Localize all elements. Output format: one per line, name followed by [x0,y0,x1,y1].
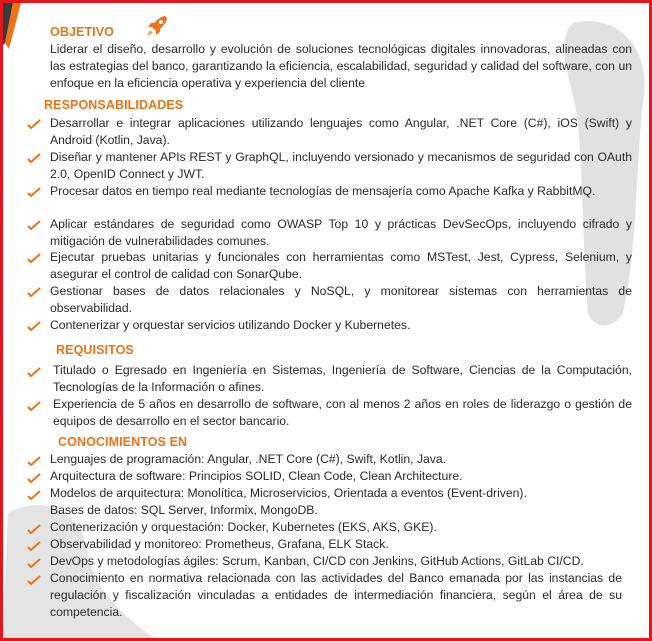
list-item: Titulado o Egresado en Ingeniería en Sistemas, Ingeniería de Software, Ciencias de la Computación, Tecnologías de la Información o afines. [53,363,632,394]
list-item: Contenerización y orquestación: Docker, Kubernetes (EKS, AKS, GKE). [50,520,437,534]
check-icon [27,287,41,297]
check-icon [27,253,41,263]
check-icon [27,321,41,331]
objetivo-heading: OBJETIVO [50,25,115,39]
check-icon [27,187,41,197]
list-item: Arquitectura de software: Principios SOLID, Clean Code, Clean Architecture. [50,469,463,483]
list-item: Contenerizar y orquestar servicios utilizando Docker y Kubernetes. [50,318,411,332]
check-icon [27,119,41,129]
list-item: Observabilidad y monitoreo: Prometheus, Grafana, ELK Stack. [50,537,389,551]
check-icon [27,558,41,568]
list-item: Conocimiento en normativa relacionada con las actividades del Banco emanada por las instancias de regulación y fiscalización vinculadas a entidades de intermediación financiera, según el área de su competencia. [50,571,622,619]
check-icon [27,153,41,163]
objetivo-text: Liderar el diseño, desarrollo y evolución de soluciones tecnológicas digitales innovadoras, alineadas con las estrategias del banco, garantizando la eficiencia, escalabilidad, seguridad y calidad del software, con un enfoque en la eficiencia operativa y experiencia del cliente [50,42,632,90]
check-icon [27,367,41,377]
rocket-icon [145,14,171,38]
requisitos-heading: REQUISITOS [56,343,134,357]
check-icon [27,575,41,585]
list-item: DevOps y metodologías ágiles: Scrum, Kanban, CI/CD con Jenkins, GitHub Actions, GitLab CI/CD. [50,554,584,568]
check-icon [27,541,41,551]
check-icon [27,220,41,230]
list-item: Diseñar y mantener APIs REST y GraphQL, incluyendo versionado y mecanismos de seguridad con OAuth 2.0, OpenID Connect y JWT. [50,150,632,181]
list-item: Modelos de arquitectura: Monolítica, Microservicios, Orientada a eventos (Event-driven). [50,486,527,500]
check-icon [27,524,41,534]
list-item: Bases de datos: SQL Server, Informix, MongoDB. [50,503,318,517]
list-item: Procesar datos en tiempo real mediante tecnologías de mensajería como Apache Kafka y RabbitMQ. [50,184,596,198]
list-item: Desarrollar e integrar aplicaciones utilizando lenguajes como Angular, .NET Core (C#), iOS (Swift) y Android (Kotlin, Java). [50,116,632,147]
check-icon [27,473,41,483]
list-item: Ejecutar pruebas unitarias y funcionales con herramientas como MSTest, Jest, Cypress, Selenium, y asegurar el control de calidad con SonarQube. [50,250,632,281]
check-icon [27,456,41,466]
list-item: Aplicar estándares de seguridad como OWASP Top 10 y prácticas DevSecOps, incluyendo cifrado y mitigación de vulnerabilidades comunes. [50,217,632,248]
conocimientos-heading: CONOCIMIENTOS EN [58,435,188,449]
list-item: Lenguajes de programación: Angular, .NET Core (C#), Swift, Kotlin, Java. [50,452,447,466]
responsabilidades-heading: RESPONSABILIDADES [44,98,184,112]
list-item: Experiencia de 5 años en desarrollo de software, con al menos 2 años en roles de liderazgo o gestión de equipos de desarrollo en el sector bancario. [53,397,632,428]
check-icon [27,401,41,411]
check-icon [27,490,41,500]
list-item: Gestionar bases de datos relacionales y NoSQL, y monitorear sistemas con herramientas de observabilidad. [50,284,632,315]
